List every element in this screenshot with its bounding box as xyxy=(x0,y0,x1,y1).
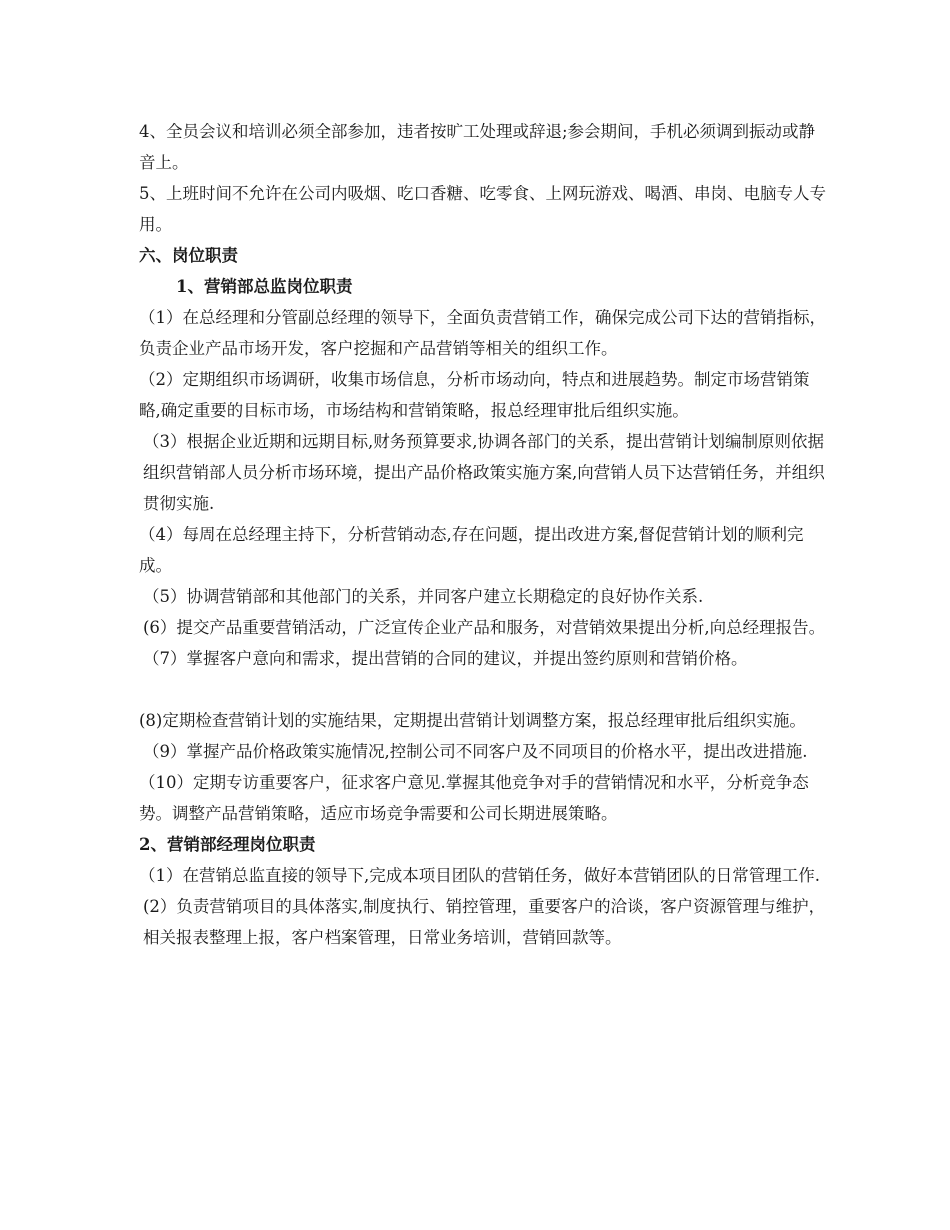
duty-item: (8)定期检查营销计划的实施结果，定期提出营销计划调整方案，报总经理审批后组织实施。 xyxy=(139,711,806,730)
duty-item: (2）负责营销项目的具体落实,制度执行、销控管理，重要客户的洽谈，客户资源管理与维护，相关报表整理上报，客户档案管理，日常业务培训，营销回款等。 xyxy=(143,897,826,947)
duty-item: （3）根据企业近期和远期目标,财务预算要求,协调各部门的关系，提出营销计划编制原则依据 组织营销部人员分析市场环境，提出产品价格政策实施方案,向营销人员下达营销任务，并组织贯彻实施. xyxy=(143,432,825,513)
duty-item: （7）掌握客户意向和需求，提出营销的合同的建议，并提出签约原则和营销价格。 xyxy=(143,649,748,668)
duty-item: （5）协调营销部和其他部门的关系，并同客户建立长期稳定的良好协作关系. xyxy=(143,587,704,606)
subsection-heading-director: 1、营销部总监岗位职责 xyxy=(176,277,353,296)
rule-item-5: 5、上班时间不允许在公司内吸烟、吃口香糖、吃零食、上网玩游戏、喝酒、串岗、电脑专人专用。 xyxy=(139,184,826,234)
duty-item: （4）每周在总经理主持下，分析营销动态,存在问题，提出改进方案,督促营销计划的顺利完成。 xyxy=(139,525,804,575)
blank-line xyxy=(139,674,829,705)
duty-item: （1）在营销总监直接的领导下,完成本项目团队的营销任务，做好本营销团队的日常管理工作. xyxy=(139,866,820,885)
duty-item: (6）提交产品重要营销活动，广泛宣传企业产品和服务，对营销效果提出分析,向总经理报告。 xyxy=(143,618,826,637)
document-body xyxy=(139,116,829,953)
section-heading: 六、岗位职责 xyxy=(139,246,238,265)
duty-item: （1）在总经理和分管副总经理的领导下，全面负责营销工作，确保完成公司下达的营销指标，负责企业产品市场开发，客户挖掘和产品营销等相关的组织工作。 xyxy=(139,308,826,358)
rule-item-4: 4、全员会议和培训必须全部参加，违者按旷工处理或辞退;参会期间，手机必须调到振动或静音上。 xyxy=(139,122,816,172)
duty-item: （9）掌握产品价格政策实施情况,控制公司不同客户及不同项目的价格水平，提出改进措施. xyxy=(143,742,808,761)
duty-item: （10）定期专访重要客户，征求客户意见.掌握其他竞争对手的营销情况和水平，分析竞争态势。调整产品营销策略，适应市场竞争需要和公司长期进展策略。 xyxy=(139,773,809,823)
subsection-heading-manager: 2、营销部经理岗位职责 xyxy=(139,835,316,854)
duty-item: （2）定期组织市场调研，收集市场信息，分析市场动向，特点和进展趋势。制定市场营销策略,确定重要的目标市场，市场结构和营销策略，报总经理审批后组织实施。 xyxy=(139,370,810,420)
